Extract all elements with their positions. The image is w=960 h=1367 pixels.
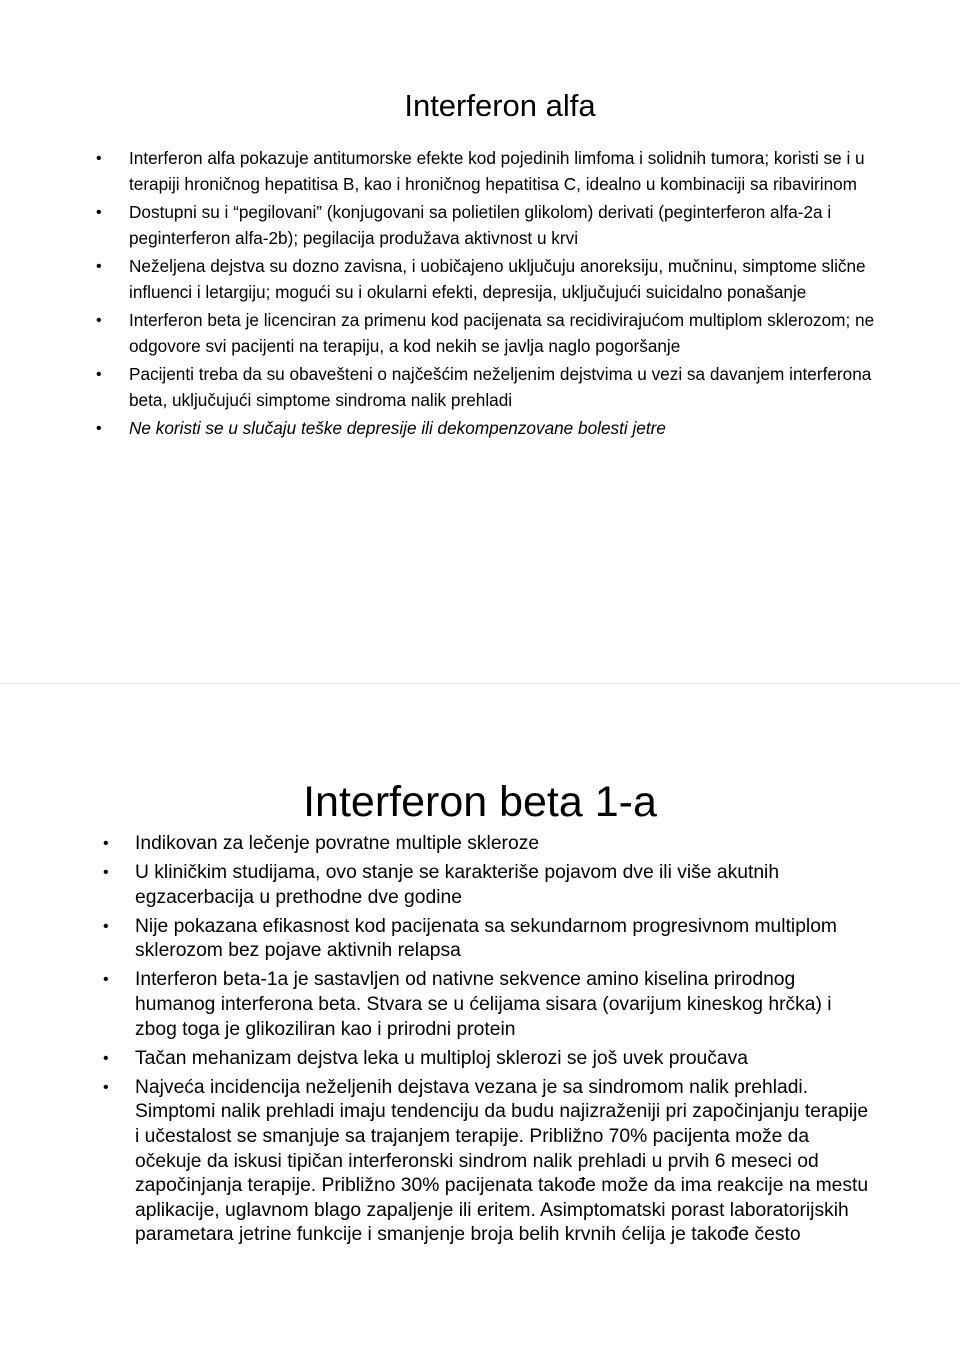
bullet-text: Najveća incidencija neželjenih dejstava vezana je sa sindromom nalik prehladi. Simptomi nalik prehladi imaju tendenciju da budu najizraženiji pri započinjanju terapije i učestalost se smanjuje sa trajanjem terapije. Približno 70% pacijenta može da očekuje da iskusi tipičan interferonski sindrom nalik prehladi u prvih 6 meseci od započinjanja terapije. Približno 30% pacijenata takođe može da ima reakcije na mestu aplikacije, uglavnom blago zapaljenje ili eritem. Asimptomatski porast laboratorijskih parametara jetrine funkcije i smanjenje broja belih krvnih ćelija je takođe često	[135, 1076, 869, 1246]
bullet-text: Interferon alfa pokazuje antitumorske efekte kod pojedinih limfoma i solidnih tumora; koristi se i u terapiji hroničnog hepatitisa B, kao i hroničnog hepatitisa C, idealno u kombinaciji sa ribavirinom	[129, 148, 865, 194]
bullet-text: Indikovan za lečenje povratne multiple skleroze	[135, 833, 540, 854]
slide-interferon-beta-1a	[0, 684, 960, 1367]
bullet-list	[96, 146, 877, 445]
list-item	[96, 362, 877, 413]
bullet-icon: •	[96, 312, 102, 329]
bullet-list	[103, 832, 875, 1253]
list-item	[96, 254, 877, 305]
bullet-text: Interferon beta-1a je sastavljen od nativne sekvence amino kiselina prirodnog humanog interferona beta. Stvara se u ćelijama sisara (ovarijum kineskog hrčka) i zbog toga je glikoziliran kao i prirodni protein	[135, 969, 832, 1040]
bullet-icon: •	[96, 204, 102, 221]
bullet-text: Interferon beta je licenciran za primenu kod pacijenata sa recidivirajućom multiplom sklerozom; ne odgovore svi pacijenti na terapiju, a kod nekih se javlja naglo pogoršanje	[129, 310, 875, 356]
list-item	[96, 308, 877, 359]
bullet-text: Pacijenti treba da su obavešteni o najčešćim neželjenim dejstvima u vezi sa davanjem interferona beta, uključujući simptome sindroma nalik prehladi	[129, 364, 872, 410]
list-item	[103, 915, 875, 964]
bullet-icon: •	[96, 366, 102, 383]
list-item	[96, 200, 877, 251]
list-item	[103, 1076, 875, 1248]
bullet-text: Neželjena dejstva su dozno zavisna, i uobičajeno uključuju anoreksiju, mučninu, simptome slične influenci i letargiju; mogući su i okularni efekti, depresija, uključujući suicidalno ponašanje	[129, 256, 866, 302]
bullet-icon: •	[103, 1078, 109, 1096]
bullet-icon: •	[96, 150, 102, 167]
bullet-text: Tačan mehanizam dejstva leka u multiploj sklerozi se još uvek proučava	[135, 1047, 749, 1069]
bullet-text: Ne koristi se u slučaju teške depresije ili dekompenzovane bolesti jetre	[129, 418, 666, 438]
bullet-icon: •	[103, 835, 109, 852]
bullet-text: Nije pokazana efikasnost kod pacijenata sa sekundarnom progresivnom multiplom sklerozom bez pojave aktivnih relapsa	[135, 915, 837, 962]
bullet-text: Dostupni su i “pegilovani” (konjugovani sa polietilen glikolom) derivati (peginterferon alfa-2a i peginterferon alfa-2b); pegilacija produžava aktivnost u krvi	[129, 202, 832, 248]
bullet-icon: •	[96, 258, 102, 275]
list-item	[103, 861, 875, 910]
list-item	[96, 146, 877, 197]
list-item	[103, 968, 875, 1042]
list-item	[103, 1047, 875, 1072]
bullet-icon: •	[103, 864, 109, 882]
bullet-icon: •	[96, 420, 102, 437]
bullet-icon: •	[103, 971, 109, 989]
bullet-icon: •	[103, 1049, 109, 1067]
bullet-icon: •	[103, 917, 109, 935]
list-item	[103, 832, 875, 857]
list-item	[96, 416, 877, 442]
slide-title: Interferon beta 1-a	[303, 778, 657, 826]
slide-title: Interferon alfa	[404, 88, 596, 123]
bullet-text: U kliničkim studijama, ovo stanje se karakteriše pojavom dve ili više akutnih egzacerbacija u prethodne dve godine	[135, 862, 780, 908]
